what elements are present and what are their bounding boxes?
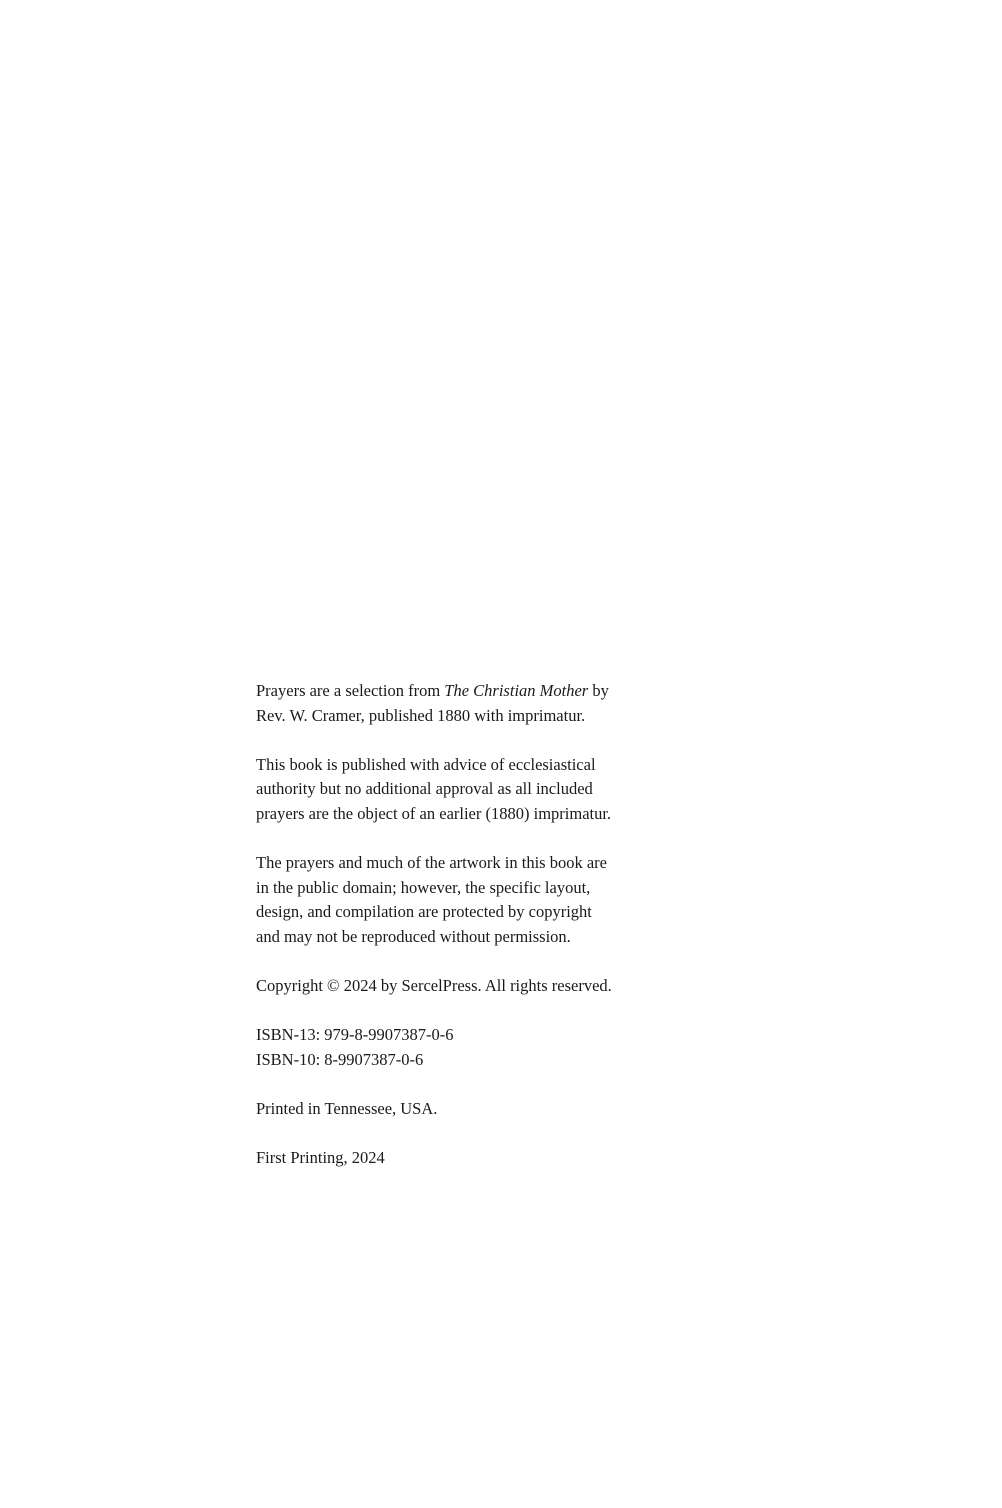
printed-location <box>256 1097 656 1122</box>
source-line-1 <box>256 679 656 704</box>
rights-line: and may not be reproduced without permission. <box>256 926 571 946</box>
approval-paragraph <box>256 753 656 827</box>
source-before-title: Prayers are a selection from <box>256 681 445 700</box>
isbn-block <box>256 1023 656 1072</box>
approval-line: prayers are the object of an earlier (1880) imprimatur. <box>256 803 612 823</box>
printing-line: First Printing, 2024 <box>256 1148 385 1168</box>
approval-line: authority but no additional approval as all included <box>256 779 593 799</box>
copyright-page-text <box>256 679 656 1171</box>
isbn-10: ISBN-10: 8-9907387-0-6 <box>256 1049 424 1069</box>
rights-line: design, and compilation are protected by copyright <box>256 902 592 922</box>
approval-line: This book is published with advice of ecclesiastical <box>256 754 596 774</box>
rights-line: in the public domain; however, the specific layout, <box>256 877 591 897</box>
source-line-2: Rev. W. Cramer, published 1880 with imprimatur. <box>256 705 586 725</box>
rights-paragraph <box>256 851 656 949</box>
source-paragraph <box>256 679 656 728</box>
copyright-line: Copyright © 2024 by SercelPress. All rights reserved. <box>256 976 612 996</box>
printed-line: Printed in Tennessee, USA. <box>256 1099 438 1119</box>
printing-edition <box>256 1146 656 1171</box>
isbn-13: ISBN-13: 979-8-9907387-0-6 <box>256 1025 454 1045</box>
book-title: The Christian Mother <box>444 681 589 700</box>
copyright-notice <box>256 974 656 999</box>
rights-line: The prayers and much of the artwork in this book are <box>256 853 607 873</box>
source-after-title: by <box>588 681 609 700</box>
